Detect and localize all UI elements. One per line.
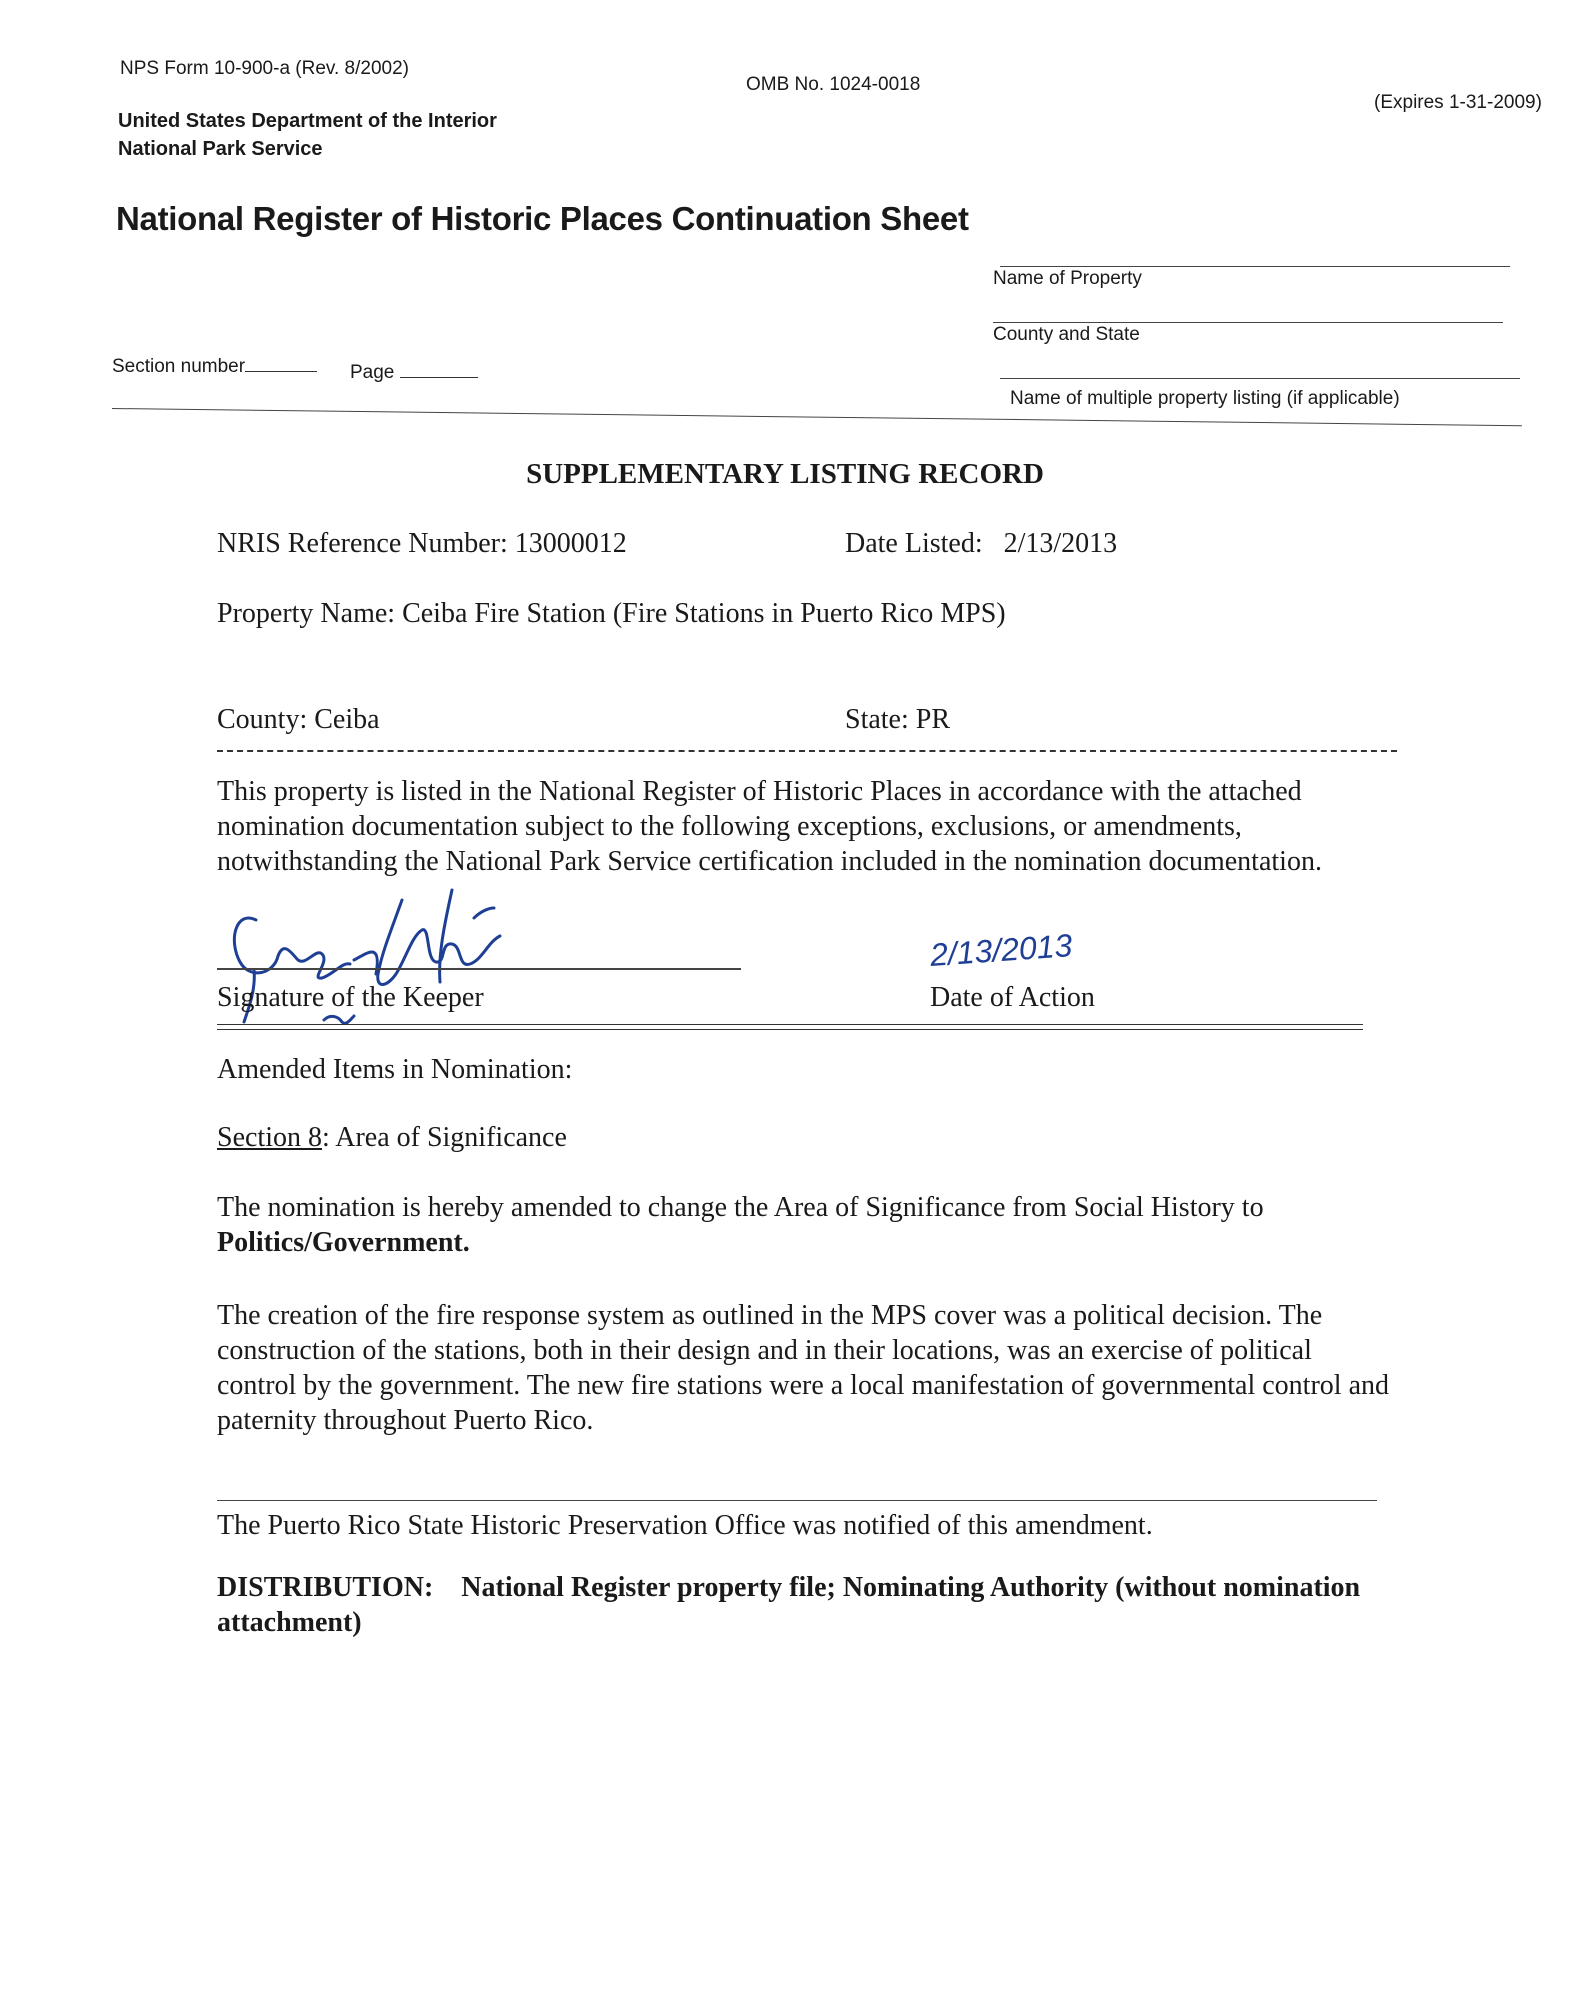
notification-text: The Puerto Rico State Historic Preservation Office was notified of this amendment. xyxy=(217,1510,1153,1541)
record-heading: SUPPLEMENTARY LISTING RECORD xyxy=(526,458,1044,490)
section-number-blank xyxy=(245,371,317,372)
property-name-value: Ceiba Fire Station (Fire Stations in Puerto Rico MPS) xyxy=(402,598,1006,629)
property-name-label: Name of Property xyxy=(993,268,1142,289)
date-of-action-label: Date of Action xyxy=(930,982,1095,1013)
multiple-listing-label: Name of multiple property listing (if applicable) xyxy=(1010,388,1400,409)
property-name-line xyxy=(1000,266,1510,267)
amended-items-heading: Amended Items in Nomination: xyxy=(217,1054,573,1085)
state xyxy=(845,702,950,738)
dashed-divider xyxy=(217,750,1397,752)
notification-divider xyxy=(217,1500,1377,1501)
agency-name: National Park Service xyxy=(118,138,323,160)
date-listed xyxy=(845,526,1117,562)
expiration-date: (Expires 1-31-2009) xyxy=(1374,92,1542,113)
property-name xyxy=(217,596,1006,632)
nris-value: 13000012 xyxy=(514,528,627,559)
state-value: PR xyxy=(915,704,951,735)
multiple-listing-line xyxy=(1000,378,1520,379)
amendment-text: The nomination is hereby amended to change the Area of Significance from Social History to xyxy=(217,1192,1264,1223)
page-label: Page xyxy=(350,362,395,383)
date-of-action-value: 2/13/2013 xyxy=(928,927,1074,973)
county-label: County: xyxy=(217,704,308,735)
date-listed-value: 2/13/2013 xyxy=(1003,528,1118,559)
amendment-paragraph xyxy=(217,1190,1397,1260)
listing-statement: This property is listed in the National Register of Historic Places in accordance with the attached nomination documentation subject to the following exceptions, exclusions, or amendments, notwithstanding the National Park Service certification included in the nomination documentation. xyxy=(217,776,1322,877)
county xyxy=(217,702,380,738)
omb-number: OMB No. 1024-0018 xyxy=(746,74,921,95)
section-number-field xyxy=(112,356,317,378)
form-id: NPS Form 10-900-a (Rev. 8/2002) xyxy=(120,58,409,79)
form-title: National Register of Historic Places Continuation Sheet xyxy=(116,200,969,237)
nris-label: NRIS Reference Number: xyxy=(217,528,508,559)
section-8-title: : Area of Significance xyxy=(322,1122,567,1153)
department-name: United States Department of the Interior xyxy=(118,110,497,132)
amendment-bold: Politics/Government. xyxy=(217,1227,470,1258)
page-blank xyxy=(400,377,478,378)
state-label: State: xyxy=(845,704,909,735)
county-value: Ceiba xyxy=(314,704,380,735)
nris-reference xyxy=(217,526,627,562)
distribution-text: National Register property file; Nominating Authority (without nomination attachment) xyxy=(217,1572,1361,1638)
signature-label: Signature of the Keeper xyxy=(217,982,484,1013)
section-8-heading xyxy=(217,1120,567,1156)
section-number-label: Section number xyxy=(112,356,246,377)
distribution-label: DISTRIBUTION: xyxy=(217,1572,434,1603)
header-divider xyxy=(112,408,1522,426)
section-8-label: Section 8 xyxy=(217,1122,322,1153)
rationale-paragraph: The creation of the fire response system as outlined in the MPS cover was a political decision. The construction of the stations, both in their design and in their locations, was an exercise of political control by the government. The new fire stations were a local manifestation of governmental control and paternity throughout Puerto Rico. xyxy=(217,1300,1389,1436)
county-state-line xyxy=(993,322,1503,323)
page-field xyxy=(350,362,478,384)
double-divider xyxy=(217,1024,1363,1030)
signature-line xyxy=(217,968,741,970)
county-state-label: County and State xyxy=(993,324,1140,345)
property-name-label-text: Property Name: xyxy=(217,598,396,629)
date-listed-label: Date Listed: xyxy=(845,528,983,559)
distribution xyxy=(217,1570,1397,1640)
